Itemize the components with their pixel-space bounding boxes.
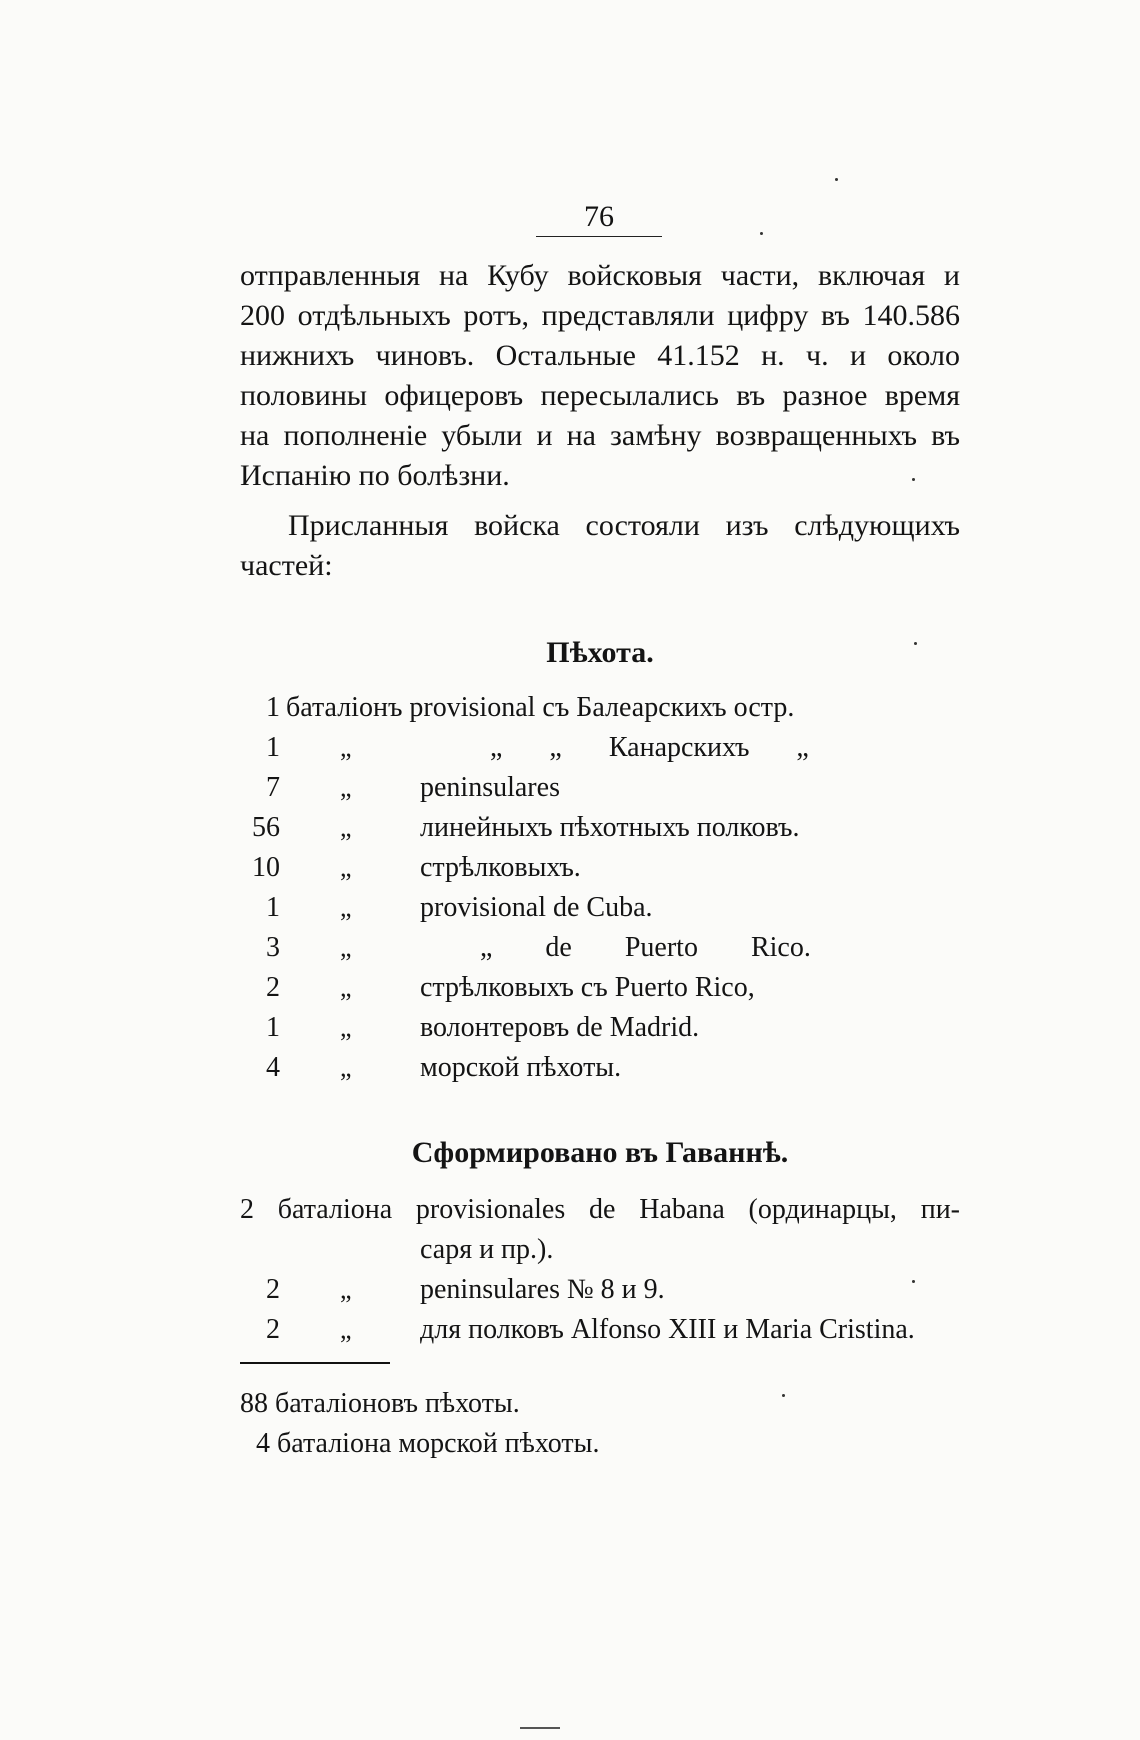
item-count: 3	[266, 932, 280, 963]
item-count: 2	[266, 1314, 280, 1345]
item-count: 1	[266, 1012, 280, 1043]
list-item	[240, 1190, 960, 1230]
text-line: нижнихъ чиновъ. Остальные 41.152 н. ч. и около	[240, 339, 960, 372]
item-text: стрѣлковыхъ.	[420, 852, 581, 883]
item-text: „ de Puerto Rico.	[480, 932, 811, 963]
ditto-mark: „	[340, 813, 352, 842]
ditto-mark: „	[340, 1053, 352, 1082]
text-line: на пополненіе убыли и на замѣну возвращенныхъ въ	[240, 419, 960, 452]
section-title-havana: Сформировано въ Гаваннѣ.	[411, 1136, 789, 1169]
text-line: отправленныя на Кубу войсковыя части, включая и	[240, 259, 960, 292]
ditto-mark: „	[340, 1013, 352, 1042]
ditto-mark: „	[340, 733, 352, 762]
text-line: 200 отдѣльныхъ ротъ, представляли цифру въ 140.586	[240, 299, 960, 332]
total-line	[240, 1384, 960, 1424]
section-title-infantry: Пѣхота.	[546, 636, 654, 669]
item-text: саря и пр.).	[420, 1234, 554, 1265]
item-text: provisional de Cuba.	[420, 892, 653, 923]
item-text: 2 баталіона provisionales de Habana (ординарцы, пи-	[240, 1194, 960, 1225]
ditto-mark: „	[340, 1275, 352, 1304]
list-item-continuation	[240, 1230, 960, 1270]
list-item	[240, 848, 960, 888]
scan-speck	[782, 1394, 785, 1397]
item-count: 2	[266, 1274, 280, 1305]
text-line: Присланныя войска состояли изъ слѣдующихъ	[288, 509, 960, 542]
item-count: 7	[266, 772, 280, 803]
scan-speck	[835, 178, 838, 181]
list-item	[240, 1008, 960, 1048]
list-item	[240, 1270, 960, 1310]
scan-speck	[912, 478, 915, 481]
ditto-mark: „	[340, 933, 352, 962]
footer-dash	[520, 1727, 560, 1729]
item-count: 56	[252, 812, 280, 843]
list-item	[240, 688, 960, 728]
item-count: 4	[266, 1052, 280, 1083]
text-line: частей:	[240, 549, 333, 582]
ditto-mark: „	[340, 973, 352, 1002]
list-item	[240, 768, 960, 808]
text-line: Испанію по болѣзни.	[240, 459, 510, 492]
sum-rule	[240, 1362, 390, 1364]
item-count: 10	[252, 852, 280, 883]
total-line	[240, 1424, 960, 1464]
item-count: 1	[266, 692, 280, 723]
list-item	[240, 928, 960, 968]
item-text: волонтеровъ de Madrid.	[420, 1012, 700, 1043]
item-text: баталіонъ provisional съ Балеарскихъ остр.	[286, 692, 795, 723]
item-text: стрѣлковыхъ съ Puerto Rico,	[420, 972, 755, 1003]
list-item	[240, 808, 960, 848]
item-text: peninsulares	[420, 772, 560, 803]
ditto-mark: „	[340, 893, 352, 922]
scan-speck	[760, 232, 763, 235]
list-item	[240, 888, 960, 928]
total-text: 88 баталіоновъ пѣхоты.	[240, 1388, 520, 1419]
item-count: 1	[266, 892, 280, 923]
list-item	[240, 1310, 960, 1350]
list-item	[240, 1048, 960, 1088]
text-line: половины офицеровъ пересылались въ разное время	[240, 379, 960, 412]
item-text: „ „ Канарскихъ „	[490, 732, 809, 763]
ditto-mark: „	[340, 853, 352, 882]
ditto-mark: „	[340, 773, 352, 802]
item-text: линейныхъ пѣхотныхъ полковъ.	[420, 812, 800, 843]
scan-speck	[912, 1280, 915, 1283]
scan-speck	[914, 642, 917, 645]
item-text: peninsulares № 8 и 9.	[420, 1274, 665, 1305]
list-item	[240, 728, 960, 768]
item-count: 1	[266, 732, 280, 763]
total-text: 4 баталіона морской пѣхоты.	[256, 1428, 600, 1459]
item-text: для полковъ Alfonso XIII и Maria Cristina.	[420, 1314, 915, 1345]
item-count: 2	[266, 972, 280, 1003]
page-number: 76	[536, 202, 662, 237]
list-item	[240, 968, 960, 1008]
item-text: морской пѣхоты.	[420, 1052, 622, 1083]
ditto-mark: „	[340, 1315, 352, 1344]
